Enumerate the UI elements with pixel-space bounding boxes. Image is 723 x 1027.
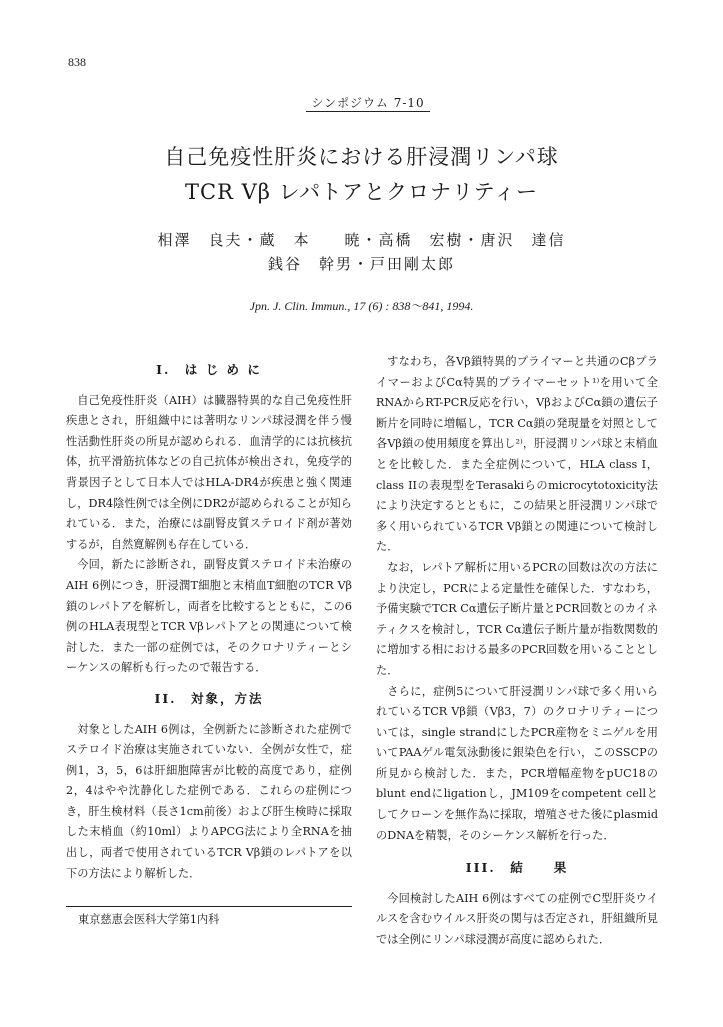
page-number: 838 bbox=[68, 55, 86, 69]
title-line-2: TCR Vβ レパトアとクロナリティー bbox=[185, 180, 538, 204]
symposium-label: シンポジウム 7-10 bbox=[311, 96, 425, 110]
authors-line-2: 銭谷 幹男・戸田剛太郎 bbox=[267, 255, 455, 273]
right-column bbox=[376, 352, 658, 951]
left-column bbox=[66, 360, 352, 884]
symposium-header bbox=[306, 92, 430, 111]
subjects-paragraph-1: 対象としたAIH 6例は，全例新たに診断された症例でステロイド治療は実施されていない．全例が女性で，症例1，3，5，6は肝細胞障害が比較的高度であり，症例2，4はやや沈静化した症例である．これらの症例につき，肝生検材料（長さ1cm前後）および肝生検時に採取した末梢血（約10ml）よりAPCG法により全RNAを抽出し，両者で使用されているTCR Vβ鎖のレパトアを以下の方法により解析した． bbox=[66, 722, 352, 880]
journal-citation: Jpn. J. Clin. Immun., 17 (6) : 838〜841, 1994. bbox=[249, 299, 474, 313]
methods-paragraph-2: なお，レパトア解析に用いるPCRの回数は次の方法により決定し，PCRによる定量性を確保した．すなわち，予備実験でTCR Cα遺伝子断片量とPCR回数とのカイネティクスを検討し，TCR Cα遺伝子断片量が指数関数的に増加する相における最多のPCR回数を用いることとした． bbox=[376, 560, 658, 677]
section-heading-introduction: I. は じ め に bbox=[156, 362, 262, 377]
results-paragraph-1: 今回検討したAIH 6例はすべての症例でC型肝炎ウイルスを含むウイルス肝炎の関与は否定され，肝組織所見では全例にリンパ球浸潤が高度に認められた． bbox=[376, 891, 658, 947]
intro-paragraph-1: 自己免疫性肝炎（AIH）は臓器特異的な自己免疫性肝疾患とされ，肝組織中には著明なリンパ球浸潤を伴う慢性活動性肝炎の所見が認められる．血清学的には抗核抗体，抗平滑筋抗体などの自己抗体が検出され，免疫学的背景因子として日本人ではHLA-DR4が疾患と強く関連し，DR4陰性例では全例にDR2が認められることが知られている．また，治療には副腎皮質ステロイド剤が著効するが，自然寛解例も存在している． bbox=[66, 393, 352, 551]
intro-paragraph-2: 今回，新たに診断され，副腎皮質ステロイド未治療のAIH 6例につき，肝浸潤T細胞と末梢血T細胞のTCR Vβ鎖のレパトアを解析し，両者を比較するとともに，この6例のHLA表現型とTCR Vβレパトアとの関連について検討した．また一部の症例では，そのクロナリティーとシーケンスの解析も行ったので報告する． bbox=[66, 558, 352, 675]
section-heading-results: III. 結 果 bbox=[465, 860, 569, 876]
authors-line-1: 相澤 良夫・蔵 本 暁・高橋 宏樹・唐沢 達信 bbox=[157, 231, 566, 249]
footnote-divider bbox=[66, 906, 352, 907]
symposium-underline bbox=[306, 111, 430, 112]
methods-paragraph-3: さらに，症例5について肝浸潤リンパ球で多く用いられているTCR Vβ鎖（Vβ3，7）のクロナリティーについては，single strandにしたPCR産物をミニゲルを用いてPAAゲル電気泳動後に銀染色を行い，このSSCPの所見から検討した．また，PCR増幅産物をpUC18のblunt endにligationし，JM109をcompetent cellとしてクローンを無作為に採取，増殖させた後にplasmidのDNAを精製，そのシーケンス解析を行った． bbox=[376, 684, 658, 842]
affiliation-footnote: 東京慈恵会医科大学第1内科 bbox=[78, 913, 220, 926]
section-heading-subjects-methods: II. 対象，方法 bbox=[154, 690, 264, 706]
title-line-1: 自己免疫性肝炎における肝浸潤リンパ球 bbox=[164, 145, 559, 169]
methods-paragraph-1: すなわち，各Vβ鎖特異的プライマーと共通のCβプライマーおよびCα特異的プライマーセット¹⁾を用いて全RNAからRT-PCR反応を行い，VβおよびCα鎖の遺伝子断片を同時に増幅し，TCR Cα鎖の発現量を対照として各Vβ鎖の使用頻度を算出し²⁾，肝浸潤リンパ球と末梢血とを比較した．また全症例について，HLA class I，class IIの表現型をTerasakiらのmicrocytotoxicity法により決定するとともに，この結果と肝浸潤リンパ球で多く用いられているTCR Vβ鎖との関連について検討した． bbox=[376, 355, 658, 554]
